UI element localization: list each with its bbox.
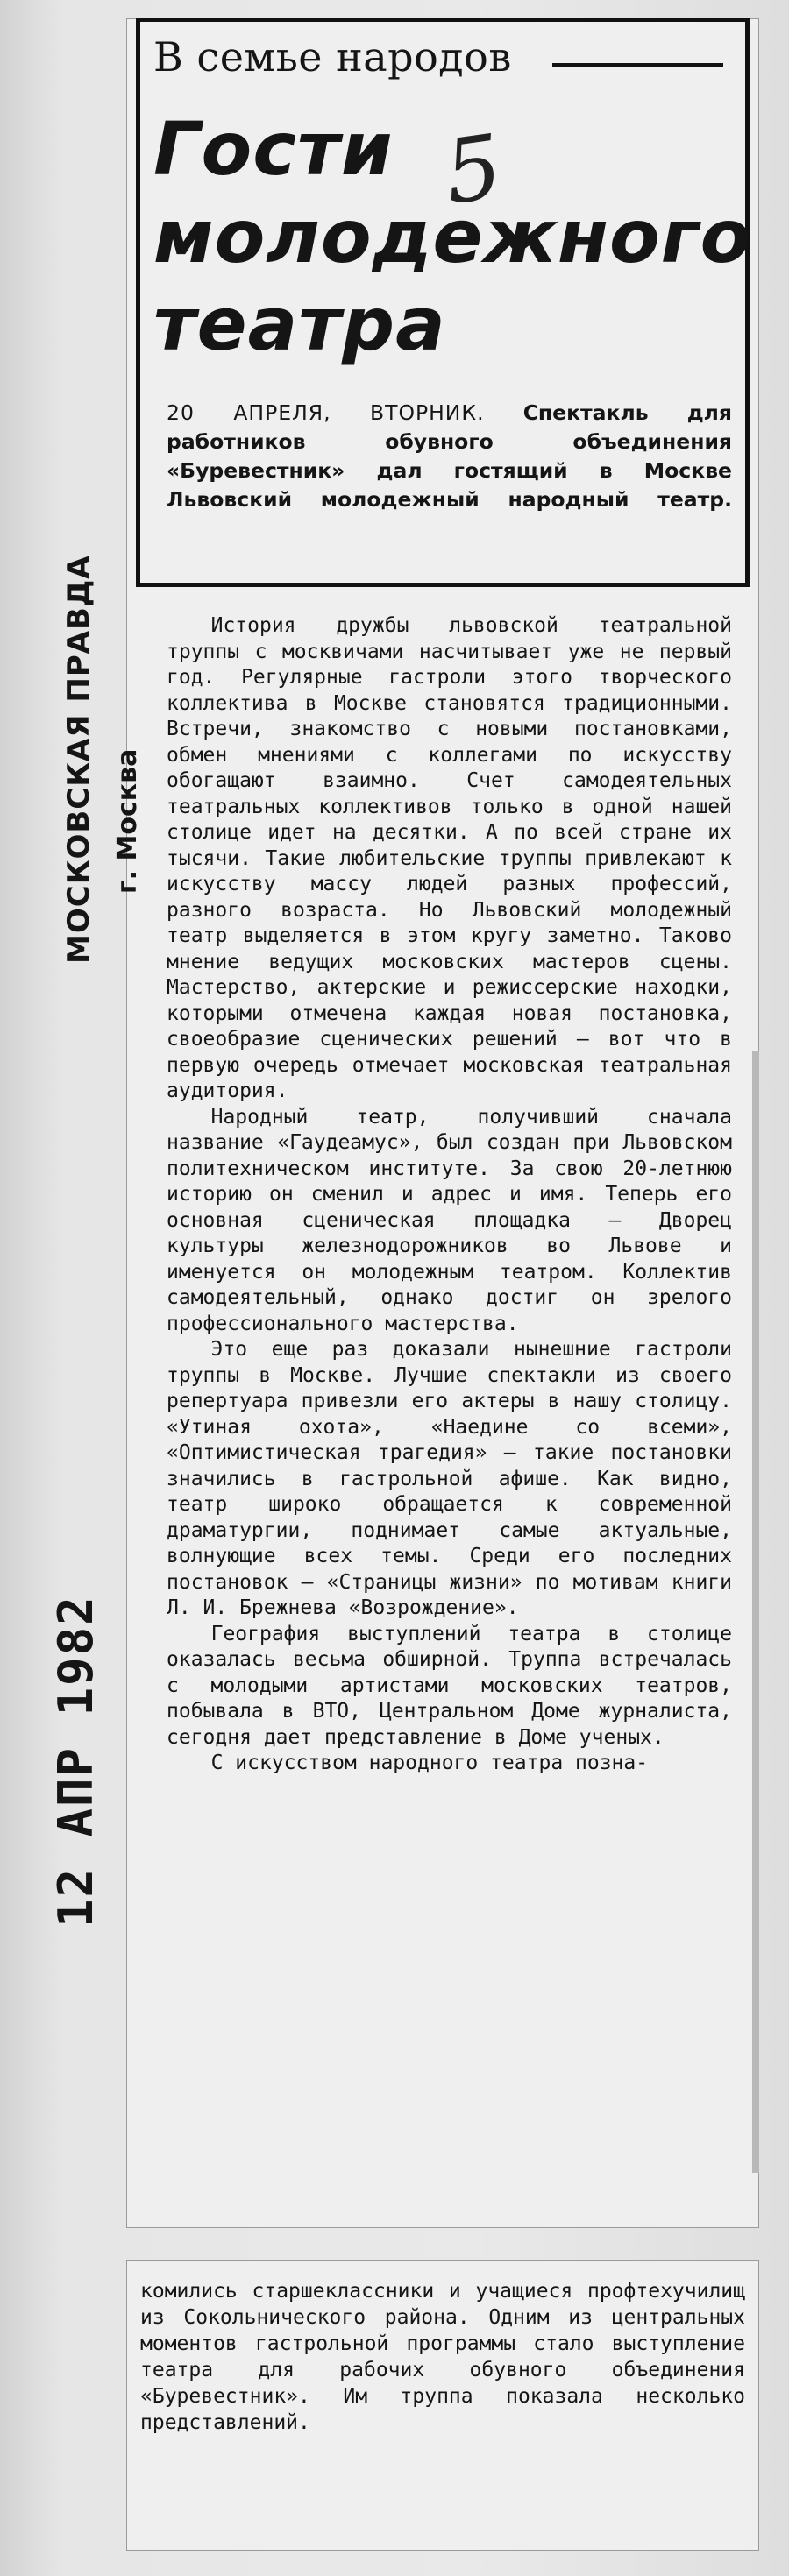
article-paragraph: С искусством народного театра позна- <box>210 1752 649 1774</box>
article-paragraph: Это еще раз доказали нынешние гастроли труппы в Москве. Лучшие спектакли из своего репертуара привезли его актеры в нашу столицу. «Утиная охота», «Наедине со всеми», «Оптимистическая трагедия» — такие постановки значились в гастрольной афише. Как видно, театр широко обращается к современной драматургии, поднимает самые актуальные, волнующие всех темы. Среди его последних постановок — «Страницы жизни» по мотивам книги Л. И. Брежнева «Возрождение». <box>167 1338 732 1619</box>
handwritten-number: 5 <box>438 115 508 224</box>
rubric: В семье народов <box>153 33 512 81</box>
article-continuation: комились старшеклассники и учащиеся профтехучилищ из Сокольнического района. Одним из центральных моментов гастрольной программы стало выступление театра для рабочих обувного объединения «Буревестник». Им труппа показала несколько представлений. <box>140 2280 745 2434</box>
rubric-rule <box>552 63 723 67</box>
lead-date: 20 АПРЕЛЯ, ВТОРНИК. <box>167 400 485 425</box>
article-paragraph: География выступлений театра в столице оказалась весьма обширной. Труппа встречалась с молодыми артистами московских театров, побывала в ВТО, Центральном Доме журналиста, сегодня дает представление в Доме ученых. <box>167 1622 732 1749</box>
article-paragraph: История дружбы львовской театральной труппы с москвичами насчитывает уже не первый год. Регулярные гастроли этого творческого коллектива в Москве становятся традиционными. Встречи, знакомство с новыми постановками, обмен мнениями с коллегами по искусству обогащают взаимно. Счет самодеятельных театральных коллективов только в одной нашей столице идет на десятки. А по всей стране их тысячи. Такие любительские труппы привлекают к искусству массу людей разных профессий, разного возраста. Но Львовский молодежный театр выделяется в этом кругу заметно. Таково мнение ведущих московских мастеров сцены. Мастерство, актерские и режиссерские находки, которыми отмечена каждая новая постановка, своеобразие сценических решений — вот что в первую очередь отмечает московская театральная аудитория. <box>167 614 732 1102</box>
lead-text: Спектакль для работников обувного объединения «Буревестник» дал гостящий в Москве Львовский молодежный народный театр. <box>167 400 732 512</box>
lead-paragraph <box>167 399 732 514</box>
date-stamp: 12 АПР 1982 <box>48 1595 103 1928</box>
headline: Гости молодежного театра <box>153 106 752 367</box>
newspaper-source-stamp: МОСКОВСКАЯ ПРАВДА <box>61 555 96 964</box>
article-paragraph: Народный театр, получивший сначала название «Гаудеамус», был создан при Львовском политехническом институте. За свою 20-летнюю историю он сменил и адрес и имя. Теперь его основная сценическая площадка — Дворец культуры железнодорожников во Львове и именуется он молодежным театром. Коллектив самодеятельный, однако достиг он зрелого профессионального мастерства. <box>167 1105 732 1335</box>
paper-edge <box>752 1051 759 2173</box>
article-body <box>167 613 732 1777</box>
city-stamp: г. Москва <box>112 748 143 894</box>
